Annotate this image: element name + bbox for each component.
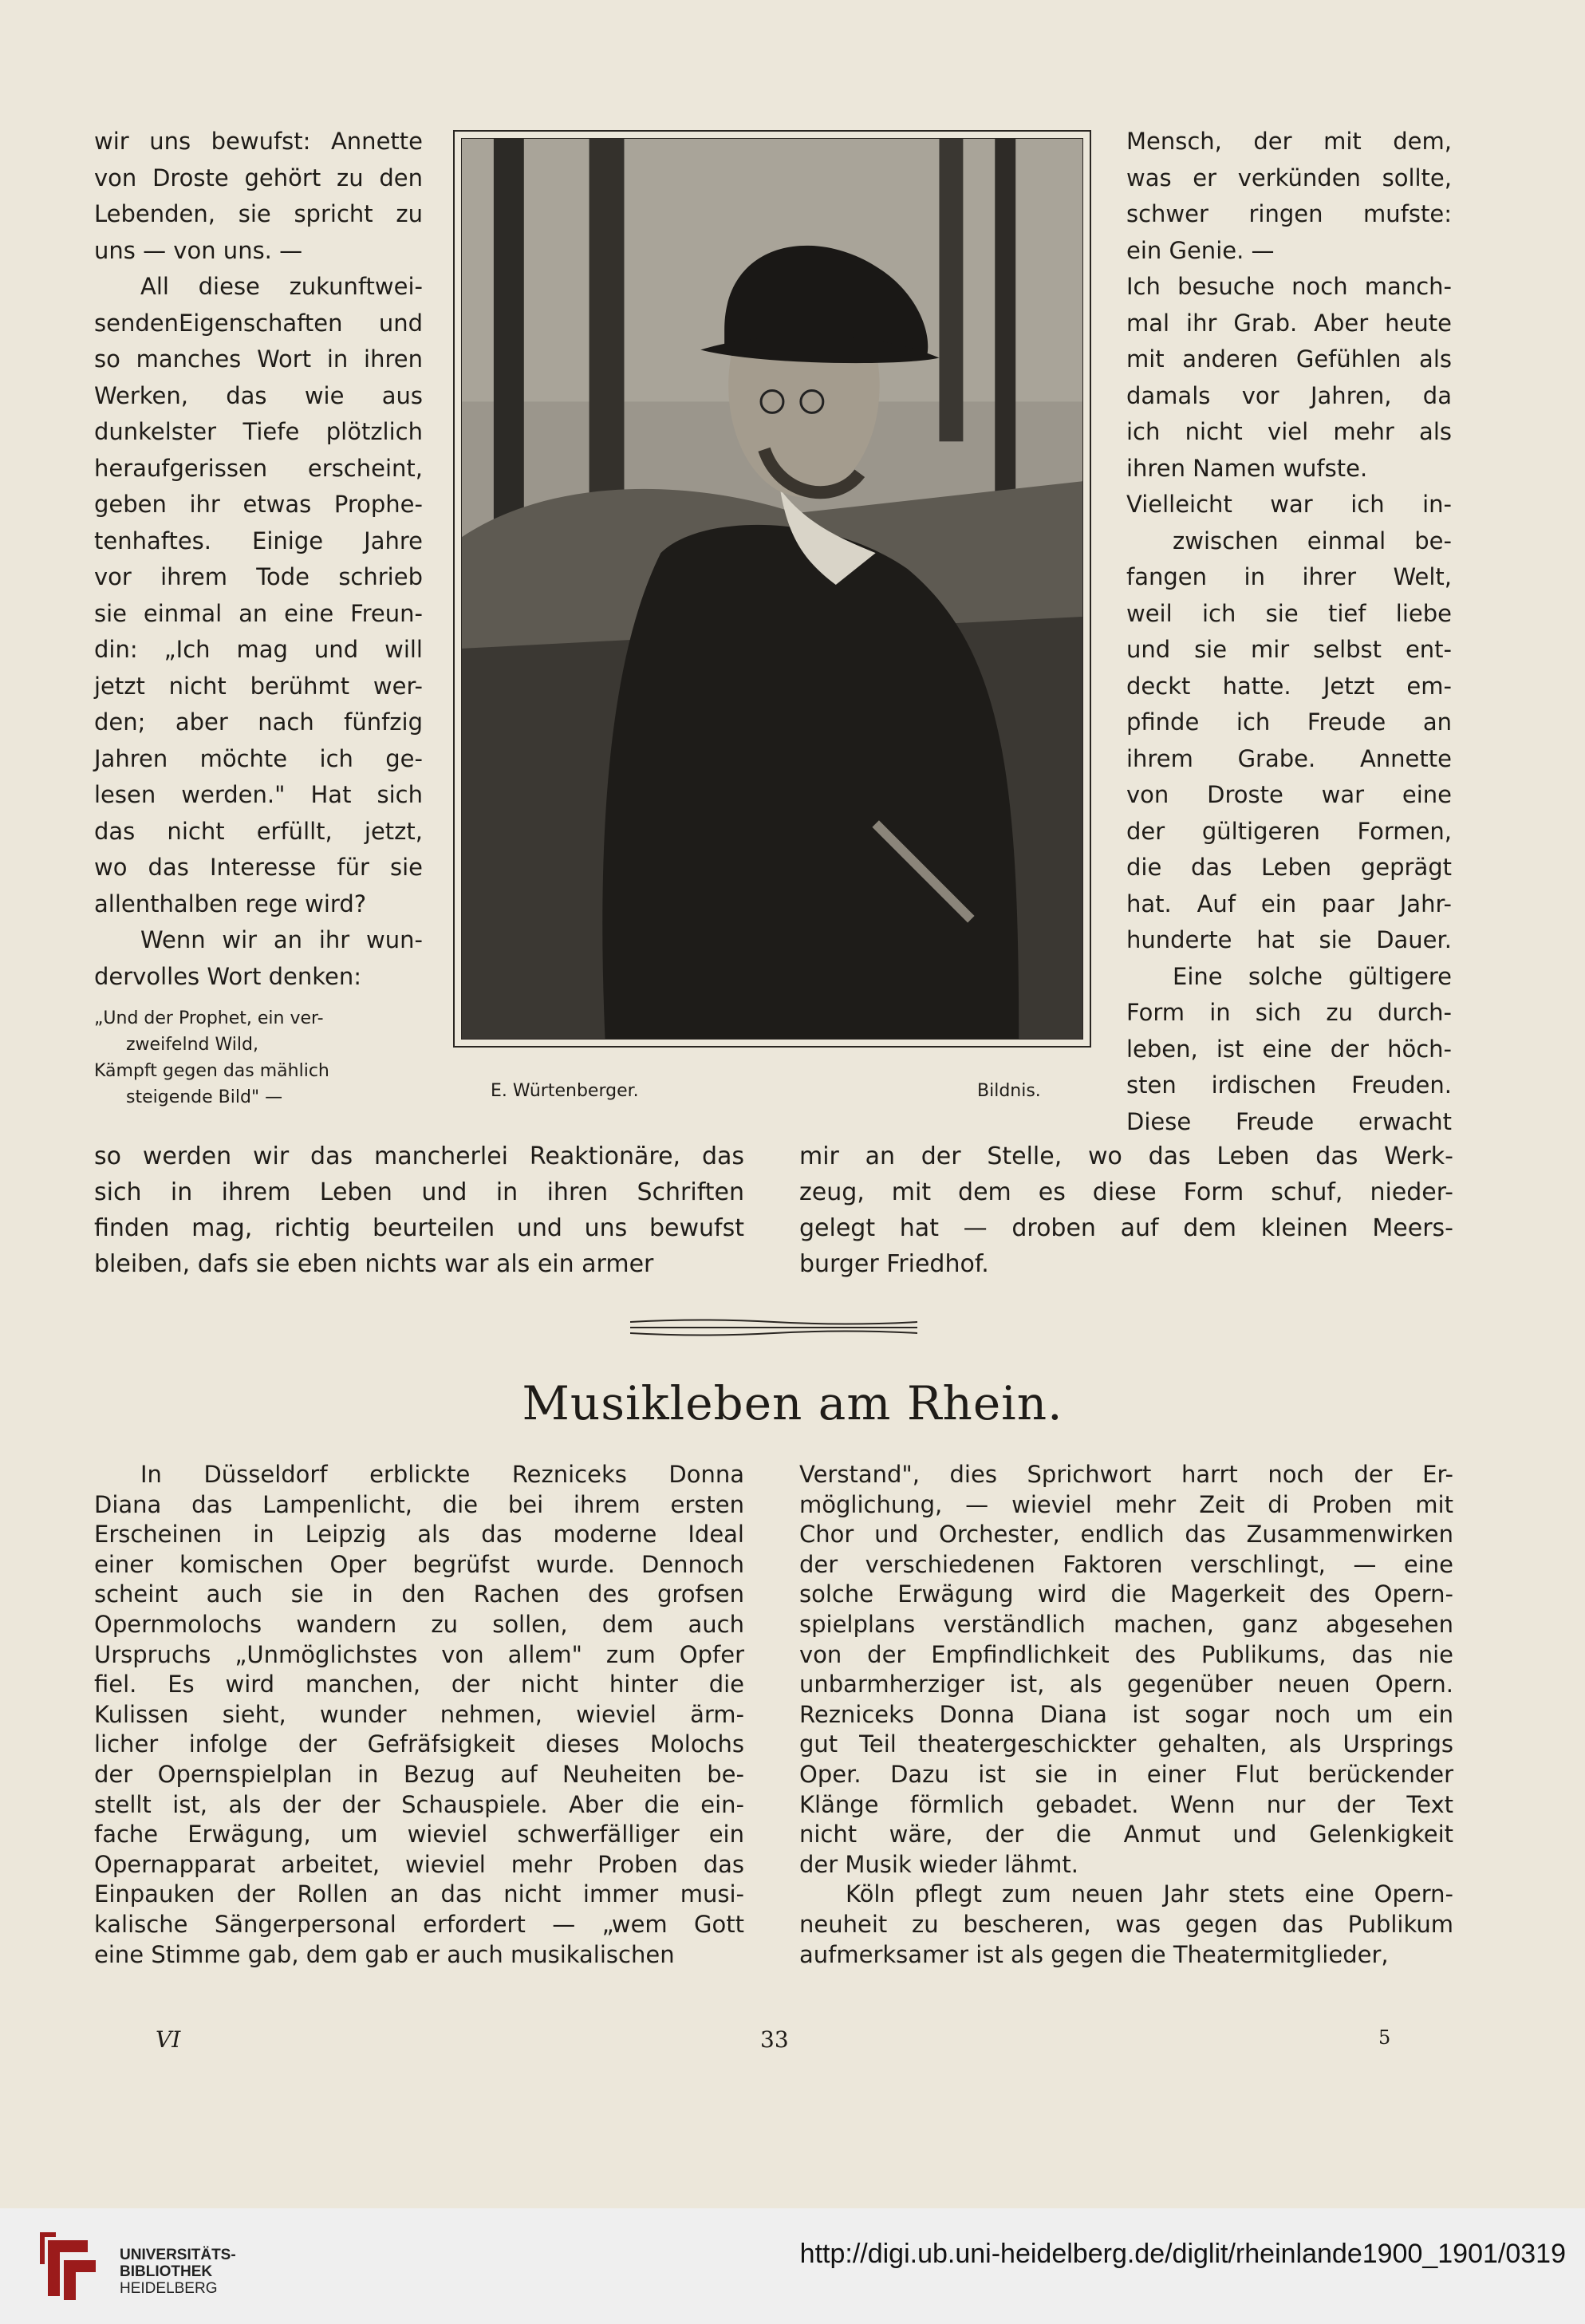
text-line: Verstand", dies Sprichwort harrt noch der Er-	[799, 1461, 1453, 1488]
text-line: neuheit zu bescheren, was gegen das Publikum	[799, 1910, 1453, 1938]
text-line: ihrem Grabe. Annette	[1126, 744, 1452, 772]
text-line: dervolles Wort denken:	[94, 962, 361, 990]
text-line: allenthalben rege wird?	[94, 890, 367, 917]
text-line: gut Teil theatergeschickter gehalten, als Ursprings	[799, 1730, 1453, 1758]
text-line: der verschiedenen Faktoren verschlingt, — eine	[799, 1550, 1453, 1578]
text-line: heraufgerissen erscheint,	[94, 454, 423, 482]
text-line: und sie mir selbst ent-	[1126, 636, 1452, 663]
text-line: Wenn wir an ihr wun-	[140, 926, 423, 953]
text-line: den; aber nach fünfzig	[94, 708, 423, 736]
text-line: Chor und Orchester, endlich das Zusammenwirken	[799, 1521, 1453, 1549]
text-line: kalische Sängerpersonal erfordert — „wem Gott	[94, 1910, 744, 1938]
left-column-text	[94, 124, 423, 995]
text-line: Klänge förmlich gebadet. Wenn nur der Text	[799, 1790, 1453, 1818]
page-number: 33	[760, 2026, 789, 2053]
text-line: din: „Ich mag und will	[94, 636, 423, 663]
text-line: sich in ihrem Leben und in ihren Schriften	[94, 1178, 744, 1206]
text-line: von Droste war eine	[1126, 781, 1452, 808]
text-line: finden mag, richtig beurteilen und uns bewufst	[94, 1214, 744, 1242]
article-headline: Musikleben am Rhein.	[522, 1376, 1063, 1430]
text-line: Diana das Lampenlicht, die bei ihrem ersten	[94, 1490, 744, 1518]
text-line: Werken, das wie aus	[94, 381, 423, 409]
text-line: von der Empfindlichkeit des Publikums, das nie	[799, 1640, 1453, 1668]
text-line: so werden wir das mancherlei Reaktionäre, das	[94, 1142, 744, 1170]
text-line: gelegt hat — droben auf dem kleinen Meers-	[799, 1214, 1453, 1242]
text-line: Opernapparat arbeitet, wieviel mehr Proben das	[94, 1850, 744, 1878]
text-line: Lebenden, sie spricht zu	[94, 200, 423, 227]
text-line: uns — von uns. —	[94, 236, 303, 264]
library-name	[120, 2247, 236, 2297]
text-line: fangen in ihrer Welt,	[1126, 563, 1452, 590]
text-line: In Düsseldorf erblickte Rezniceks Donna	[140, 1461, 744, 1488]
text-line: dunkelster Tiefe plötzlich	[94, 418, 423, 445]
text-line: burger Friedhof.	[799, 1250, 989, 1278]
text-line: vor ihrem Tode schrieb	[94, 563, 423, 590]
portrait-figure	[453, 130, 1091, 1048]
text-line: die das Leben geprägt	[1126, 854, 1452, 881]
text-line: Ich besuche noch manch-	[1126, 273, 1452, 300]
text-line: mit anderen Gefühlen als	[1126, 345, 1452, 373]
text-line: sten irdischen Freuden.	[1126, 1071, 1452, 1099]
text-line: der gültigeren Formen,	[1126, 817, 1452, 845]
text-line: schwer ringen mufste:	[1126, 200, 1452, 227]
text-line: scheint auch sie in den Rachen des grofsen	[94, 1580, 744, 1608]
text-line: zeug, mit dem es diese Form schuf, nieder-	[799, 1178, 1453, 1206]
text-line: zwischen einmal be-	[1173, 527, 1452, 554]
text-line: möglichung, — wieviel mehr Zeit di Proben mit	[799, 1490, 1453, 1518]
text-line: Diese Freude erwacht	[1126, 1107, 1452, 1135]
poem-quote	[94, 1005, 429, 1111]
text-line: geben ihr etwas Prophe-	[94, 491, 423, 518]
text-line: All diese zukunftwei-	[140, 273, 423, 300]
article-right-column	[799, 1460, 1453, 1970]
text-line: weil ich sie tief liebe	[1126, 599, 1452, 627]
text-line: Rezniceks Donna Diana ist sogar noch um ein	[799, 1700, 1453, 1728]
text-line: Erscheinen in Leipzig als das moderne Ideal	[94, 1521, 744, 1549]
text-line: sendenEigenschaften und	[94, 309, 423, 337]
text-line: pfinde ich Freude an	[1126, 708, 1452, 736]
right-column-text	[1126, 124, 1452, 1140]
text-line: eine Stimme gab, dem gab er auch musikalischen	[94, 1940, 675, 1968]
text-line: jetzt nicht berühmt wer-	[94, 672, 423, 700]
text-line: fache Erwägung, um wieviel schwerfälliger ein	[94, 1821, 744, 1849]
text-line: Jahren möchte ich ge-	[94, 744, 423, 772]
text-line: das nicht erfüllt, jetzt,	[94, 817, 423, 845]
bottom-right-text	[799, 1138, 1453, 1282]
text-line: ich nicht viel mehr als	[1126, 418, 1452, 445]
caption-artist: E. Würtenberger.	[491, 1081, 639, 1101]
text-line: unbarmherziger ist, als gegenüber neuen Opern.	[799, 1671, 1453, 1699]
text-line: stellt ist, als der der Schauspiele. Aber die ein-	[94, 1790, 744, 1818]
text-line: licher infolge der Gefräfsigkeit dieses Molochs	[94, 1730, 744, 1758]
text-line: sie einmal an eine Freun-	[94, 599, 423, 627]
text-line: damals vor Jahren, da	[1126, 381, 1452, 409]
source-url-link[interactable]: http://digi.ub.uni-heidelberg.de/diglit/rheinlande1900_1901/0319	[799, 2239, 1566, 2269]
text-line: deckt hatte. Jetzt em-	[1126, 672, 1452, 700]
article-left-column	[94, 1460, 744, 1970]
text-line: der Opernspielplan in Bezug auf Neuheiten be-	[94, 1760, 744, 1788]
library-name-line: BIBLIOTHEK	[120, 2263, 213, 2280]
text-line: Einpauken der Rollen an das nicht immer musi-	[94, 1880, 744, 1908]
text-line: Eine solche gültigere	[1173, 962, 1452, 990]
poem-line: steigende Bild" —	[126, 1087, 283, 1107]
library-name-line: UNIVERSITÄTS-	[120, 2247, 236, 2263]
text-line: Mensch, der mit dem,	[1126, 128, 1452, 155]
library-footer	[0, 2208, 1585, 2324]
caption-title: Bildnis.	[977, 1081, 1041, 1101]
text-line: aufmerksamer ist als gegen die Theatermitglieder,	[799, 1940, 1389, 1968]
text-line: was er verkünden sollte,	[1126, 164, 1452, 191]
text-line: Köln pflegt zum neuen Jahr stets eine Opern-	[846, 1880, 1453, 1908]
section-divider	[630, 1316, 917, 1337]
text-line: hunderte hat sie Dauer.	[1126, 926, 1452, 953]
text-line: leben, ist eine der höch-	[1126, 1035, 1452, 1063]
text-line: ihren Namen wufste.	[1126, 454, 1368, 482]
text-line: Urspruchs „Unmöglichstes von allem" zum Opfer	[94, 1640, 744, 1668]
text-line: mal ihr Grab. Aber heute	[1126, 309, 1452, 337]
text-line: der Musik wieder lähmt.	[799, 1850, 1079, 1878]
text-line: von Droste gehört zu den	[94, 164, 423, 191]
text-line: Form in sich zu durch-	[1126, 999, 1452, 1026]
bottom-left-text	[94, 1138, 744, 1282]
library-name-line: HEIDELBERG	[120, 2280, 218, 2297]
text-line: spielplans verständlich machen, ganz abgesehen	[799, 1610, 1453, 1638]
text-line: wir uns bewufst: Annette	[94, 128, 423, 155]
text-line: wo das Interesse für sie	[94, 854, 423, 881]
text-line: solche Erwägung wird die Magerkeit des Opern-	[799, 1580, 1453, 1608]
text-line: bleiben, dafs sie eben nichts war als ein armer	[94, 1250, 654, 1278]
text-line: ein Genie. —	[1126, 236, 1275, 264]
text-line: tenhaftes. Einige Jahre	[94, 527, 423, 554]
sheet-number: 5	[1378, 2026, 1391, 2049]
text-line: Vielleicht war ich in-	[1126, 491, 1452, 518]
poem-line: Kämpft gegen das mählich	[94, 1061, 329, 1081]
text-line: lesen werden." Hat sich	[94, 781, 423, 808]
signature-mark: VI	[156, 2026, 181, 2053]
text-line: hat. Auf ein paar Jahr-	[1126, 890, 1452, 917]
text-line: Kulissen sieht, wunder nehmen, wieviel ärm-	[94, 1700, 744, 1728]
university-library-logo-icon	[40, 2232, 104, 2304]
portrait-image	[461, 138, 1083, 1040]
text-line: Opernmolochs wandern zu sollen, dem auch	[94, 1610, 744, 1638]
poem-line: „Und der Prophet, ein ver-	[94, 1008, 324, 1028]
poem-line: zweifelnd Wild,	[126, 1035, 258, 1055]
text-line: fiel. Es wird manchen, der nicht hinter die	[94, 1671, 744, 1699]
text-line: nicht wäre, der die Anmut und Gelenkigkeit	[799, 1821, 1453, 1849]
text-line: mir an der Stelle, wo das Leben das Werk-	[799, 1142, 1453, 1170]
text-line: so manches Wort in ihren	[94, 345, 423, 373]
text-line: Oper. Dazu ist sie in einer Flut berückender	[799, 1760, 1453, 1788]
text-line: einer komischen Oper begrüfst wurde. Dennoch	[94, 1550, 744, 1578]
